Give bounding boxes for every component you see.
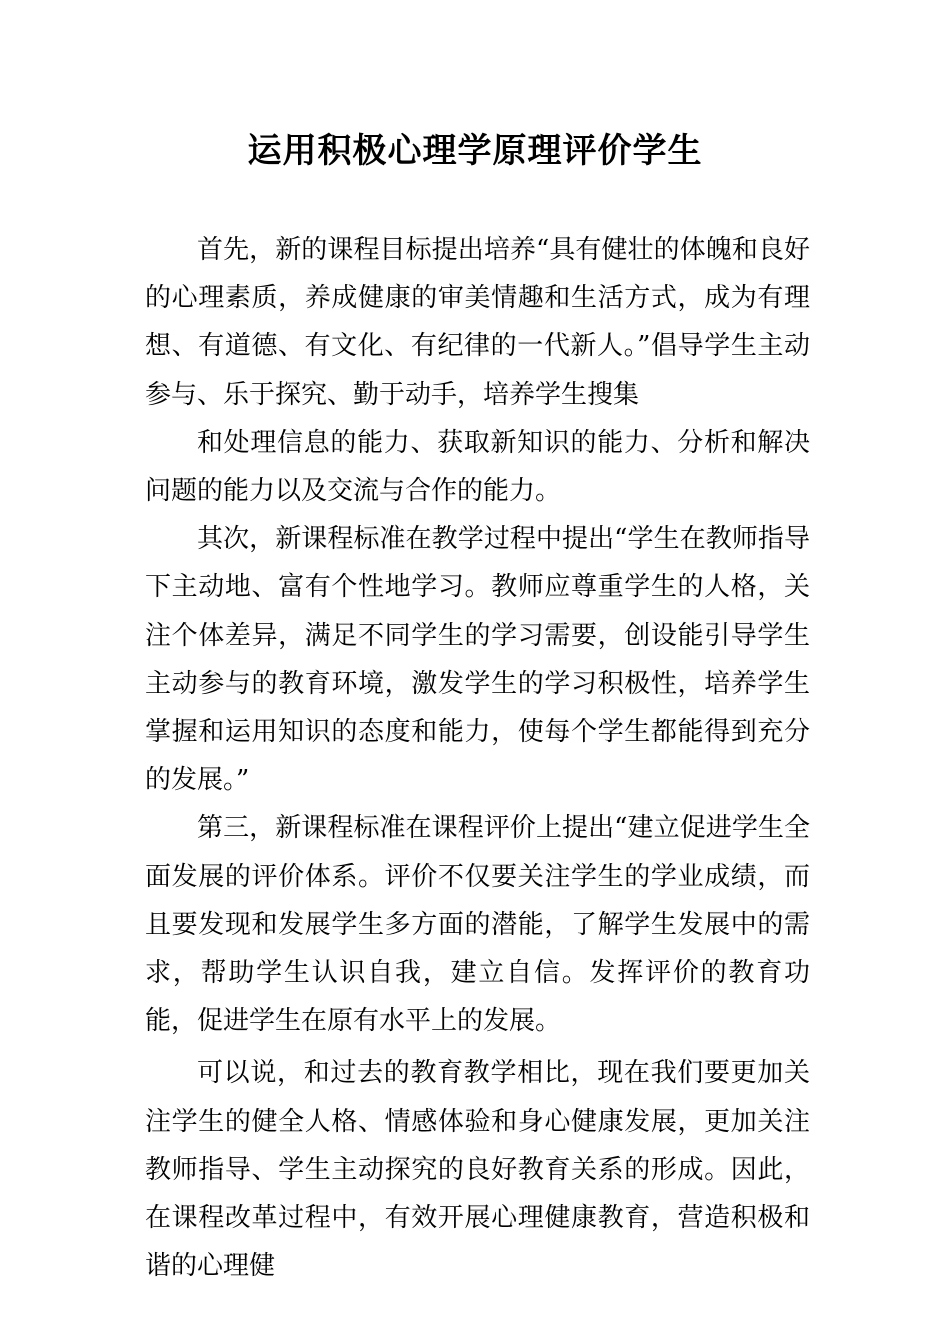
document-title: 运用积极心理学原理评价学生 <box>247 131 703 171</box>
paragraph-3: 其次，新课程标准在教学过程中提出“学生在教师指导下主动地、富有个性地学习。教师应尊重学生的人格，关注个体差异，满足不同学生的学习需要，创设能引导学生主动参与的教育环境，激发学生的学习积极性，培养学生掌握和运用知识的态度和能力，使每个学生都能得到充分的发展。” <box>145 524 810 796</box>
paragraph-2: 和处理信息的能力、获取新知识的能力、分析和解决问题的能力以及交流与合作的能力。 <box>145 427 810 507</box>
paragraph-5: 可以说，和过去的教育教学相比，现在我们要更加关注学生的健全人格、情感体验和身心健康发展，更加关注教师指导、学生主动探究的良好教育关系的形成。因此，在课程改革过程中，有效开展心理健康教育，营造积极和谐的心理健 <box>145 1058 810 1282</box>
paragraph-1: 首先，新的课程目标提出培养“具有健壮的体魄和良好的心理素质，养成健康的审美情趣和生活方式，成为有理想、有道德、有文化、有纪律的一代新人。”倡导学生主动参与、乐于探究、勤于动手，培养学生搜集 <box>145 235 810 410</box>
paragraph-4: 第三，新课程标准在课程评价上提出“建立促进学生全面发展的评价体系。评价不仅要关注学生的学业成绩，而且要发现和发展学生多方面的潜能，了解学生发展中的需求，帮助学生认识自我，建立自信。发挥评价的教育功能，促进学生在原有水平上的发展。 <box>145 813 810 1037</box>
document-body <box>145 226 810 1290</box>
